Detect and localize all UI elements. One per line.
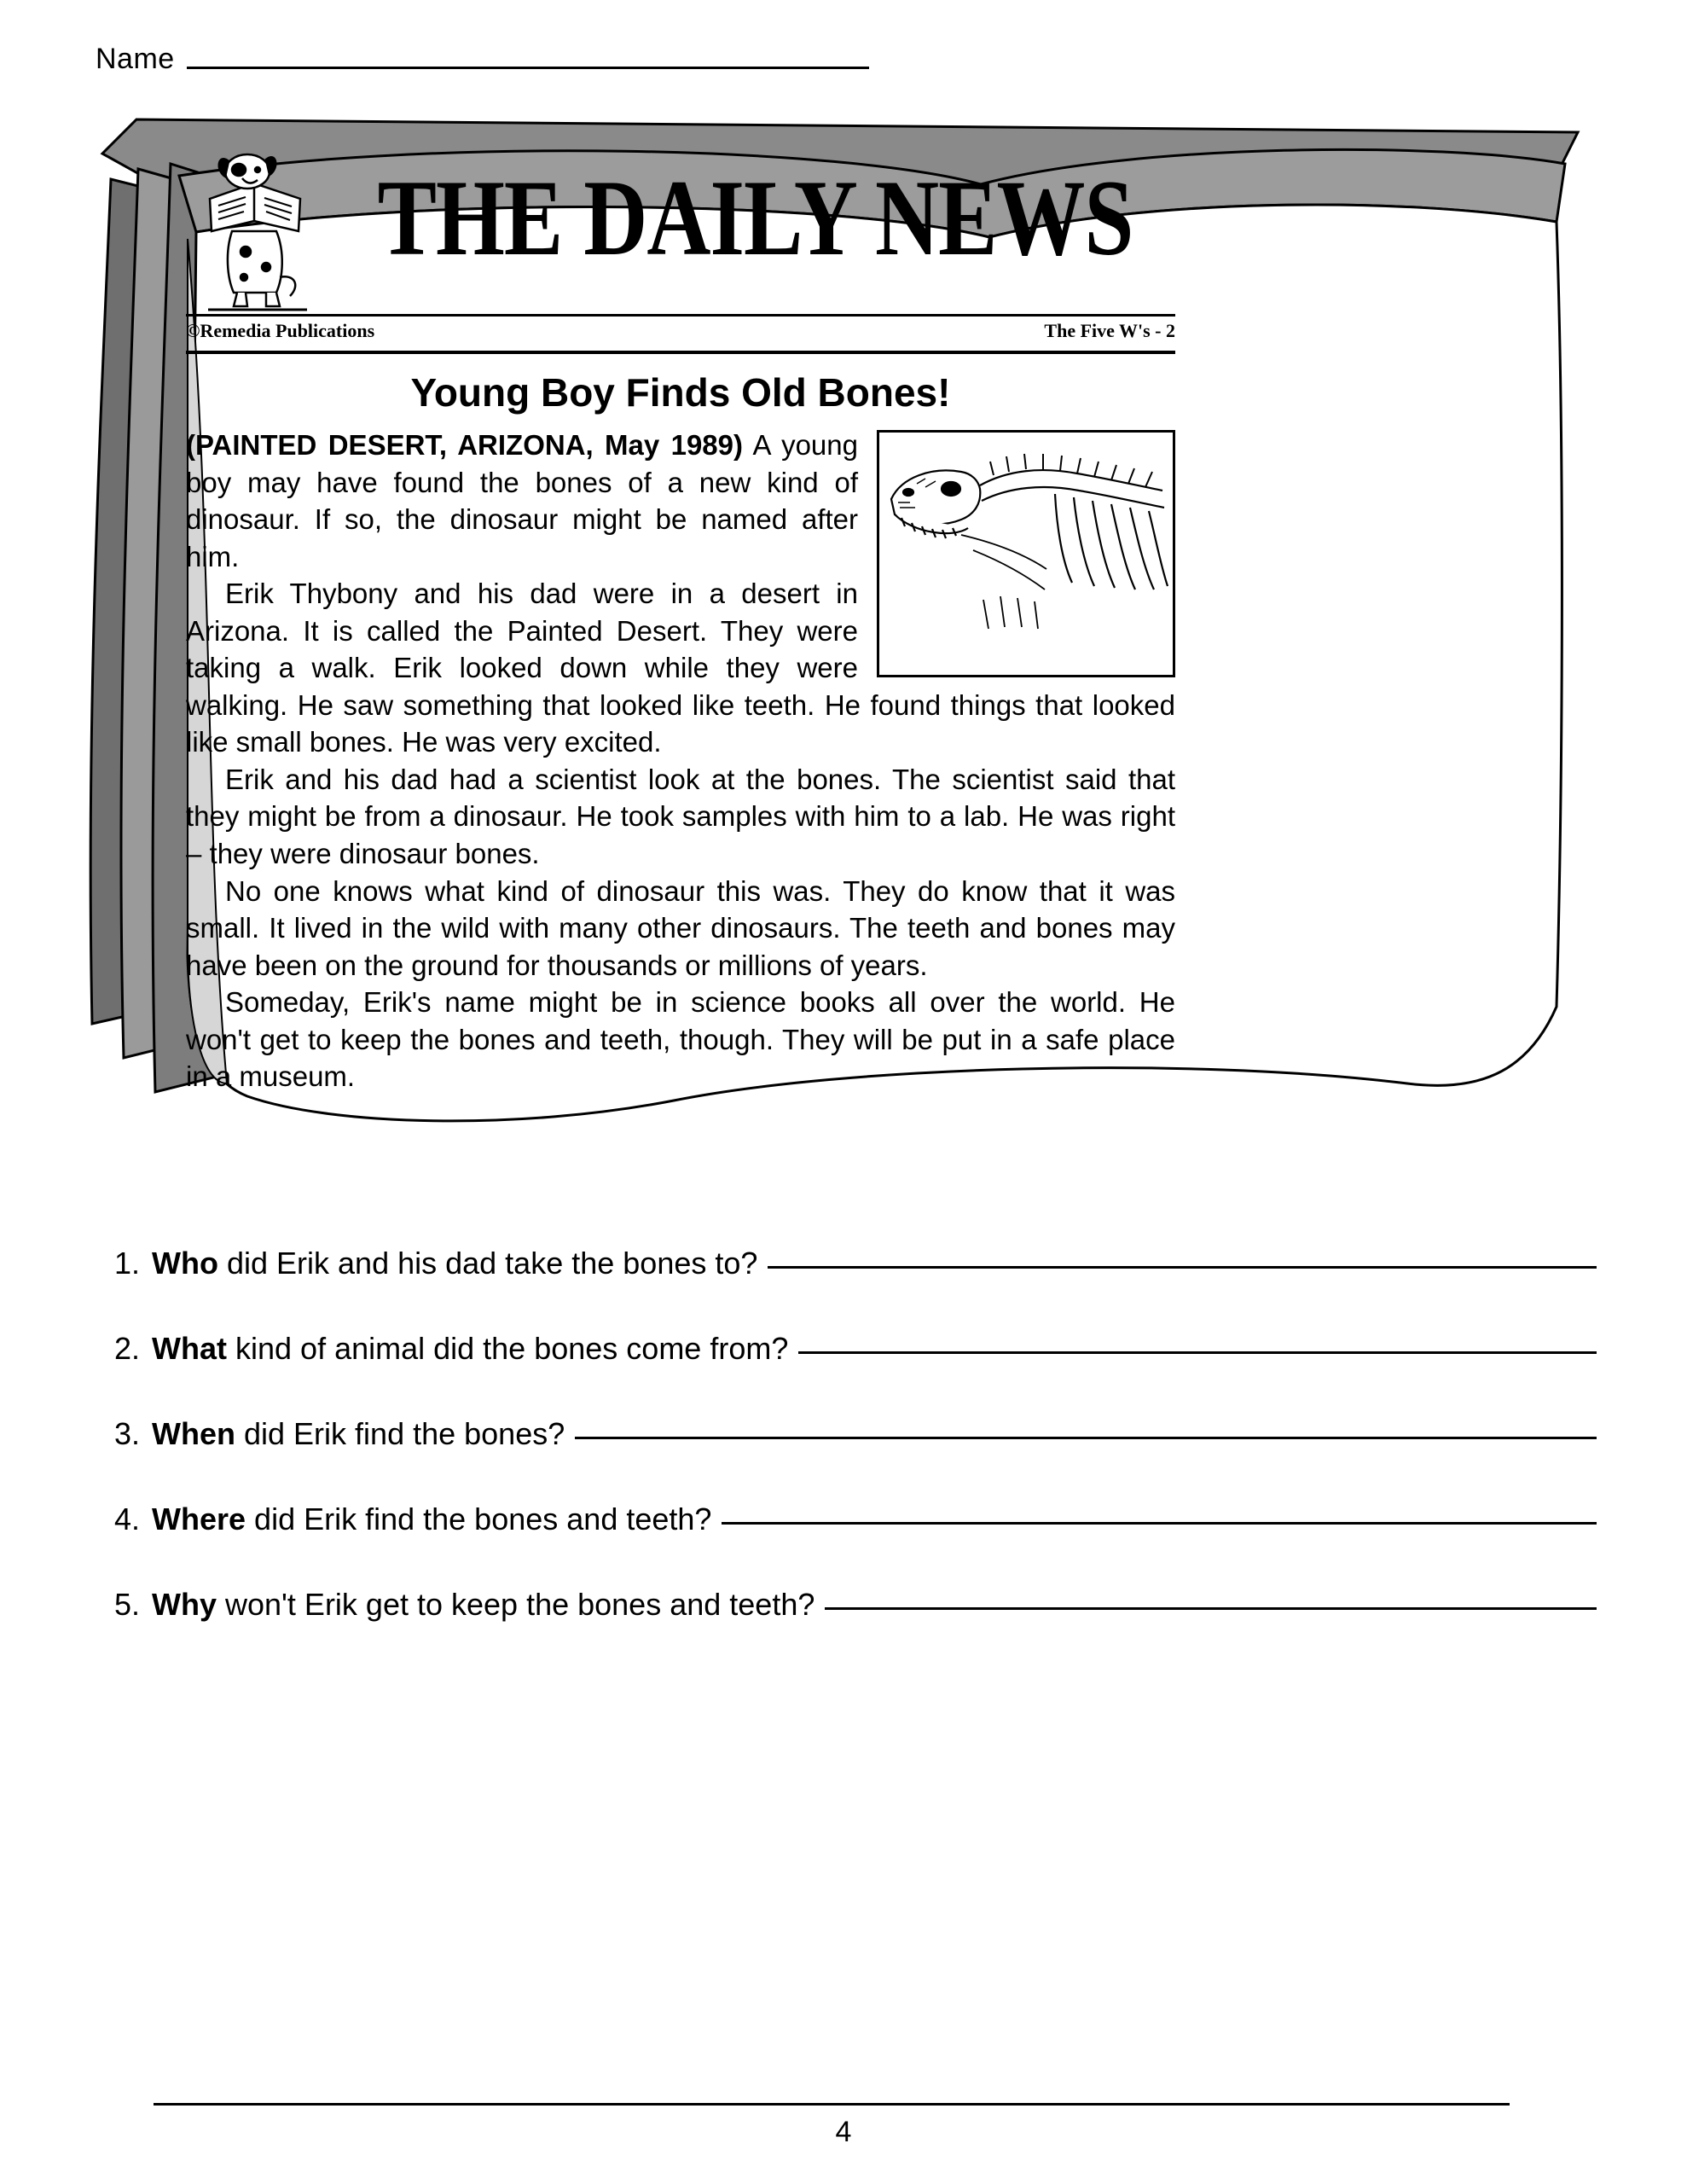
question-keyword: What	[152, 1331, 227, 1366]
masthead-rule-top	[186, 314, 1175, 317]
article-paragraph-4: No one knows what kind of dinosaur this was. They do know that it was small. It lived in the wild with many other dinosaurs. The teeth and bones may have been on the ground for thousands or millions of years.	[186, 874, 1175, 981]
question-row-1	[96, 1246, 1597, 1281]
footer-rule	[154, 2103, 1510, 2106]
question-number: 5.	[113, 1587, 140, 1622]
answer-line-5[interactable]	[825, 1606, 1597, 1610]
question-text	[152, 1502, 711, 1537]
newspaper-content	[186, 141, 1175, 1147]
dinosaur-skeleton-icon	[877, 430, 1175, 677]
name-blank-line[interactable]	[187, 66, 869, 69]
question-text	[152, 1587, 815, 1623]
masthead-rule-bottom	[186, 351, 1175, 354]
masthead	[186, 141, 1175, 341]
question-rest: did Erik and his dad take the bones to?	[226, 1246, 758, 1281]
page-number: 4	[835, 2116, 852, 2148]
article-headline: Young Boy Finds Old Bones!	[410, 370, 951, 415]
question-row-5	[96, 1587, 1597, 1623]
answer-line-2[interactable]	[798, 1350, 1597, 1354]
question-row-4	[96, 1502, 1597, 1537]
article-paragraph-3: Erik and his dad had a scientist look at the bones. The scientist said that they might be from a dinosaur. He took samples with him to a lab. He was right – they were dinosaur bones.	[186, 763, 1175, 870]
name-row	[96, 43, 869, 76]
dog-with-newspaper-icon	[194, 149, 314, 320]
question-rest: won't Erik get to keep the bones and teeth?	[225, 1587, 815, 1622]
newspaper-title: THE DAILY NEWS	[377, 158, 1133, 278]
question-rest: did Erik find the bones and teeth?	[254, 1502, 712, 1536]
question-keyword: When	[152, 1416, 235, 1451]
question-rest: kind of animal did the bones come from?	[235, 1331, 789, 1366]
publisher-label: ©Remedia Publications	[186, 320, 375, 341]
masthead-meta	[186, 320, 1175, 342]
question-text	[152, 1416, 565, 1452]
question-row-2	[96, 1331, 1597, 1367]
article-dateline: (PAINTED DESERT, ARIZONA, May 1989)	[186, 429, 743, 461]
questions-list	[96, 1246, 1597, 1672]
question-text	[152, 1246, 757, 1281]
question-text	[152, 1331, 788, 1367]
question-number: 2.	[113, 1331, 140, 1366]
question-row-3	[96, 1416, 1597, 1452]
question-number: 1.	[113, 1246, 140, 1281]
answer-line-4[interactable]	[722, 1521, 1597, 1525]
question-keyword: Where	[152, 1502, 246, 1536]
answer-line-3[interactable]	[575, 1436, 1597, 1439]
article-paragraph-2: Erik Thybony and his dad were in a desert in Arizona. It is called the Painted Desert. They were taking a walk. Erik looked down while they were walking. He saw something that looked like teeth. He found things that looked like small bones. He was very excited.	[186, 578, 1175, 758]
name-label: Name	[96, 43, 175, 75]
question-number: 4.	[113, 1502, 140, 1536]
question-keyword: Who	[152, 1246, 218, 1281]
question-number: 3.	[113, 1416, 140, 1451]
article-paragraph-1: A young boy may have found the bones of a new kind of dinosaur. If so, the dinosaur might be named after him.	[186, 429, 858, 572]
question-keyword: Why	[152, 1587, 217, 1622]
question-rest: did Erik find the bones?	[244, 1416, 565, 1451]
answer-line-1[interactable]	[768, 1265, 1597, 1269]
article-body	[186, 427, 1175, 1095]
article-paragraph-5: Someday, Erik's name might be in science books all over the world. He won't get to keep the bones and teeth, though. They will be put in a safe place in a museum.	[186, 986, 1175, 1093]
series-label: The Five W's - 2	[1044, 320, 1175, 341]
